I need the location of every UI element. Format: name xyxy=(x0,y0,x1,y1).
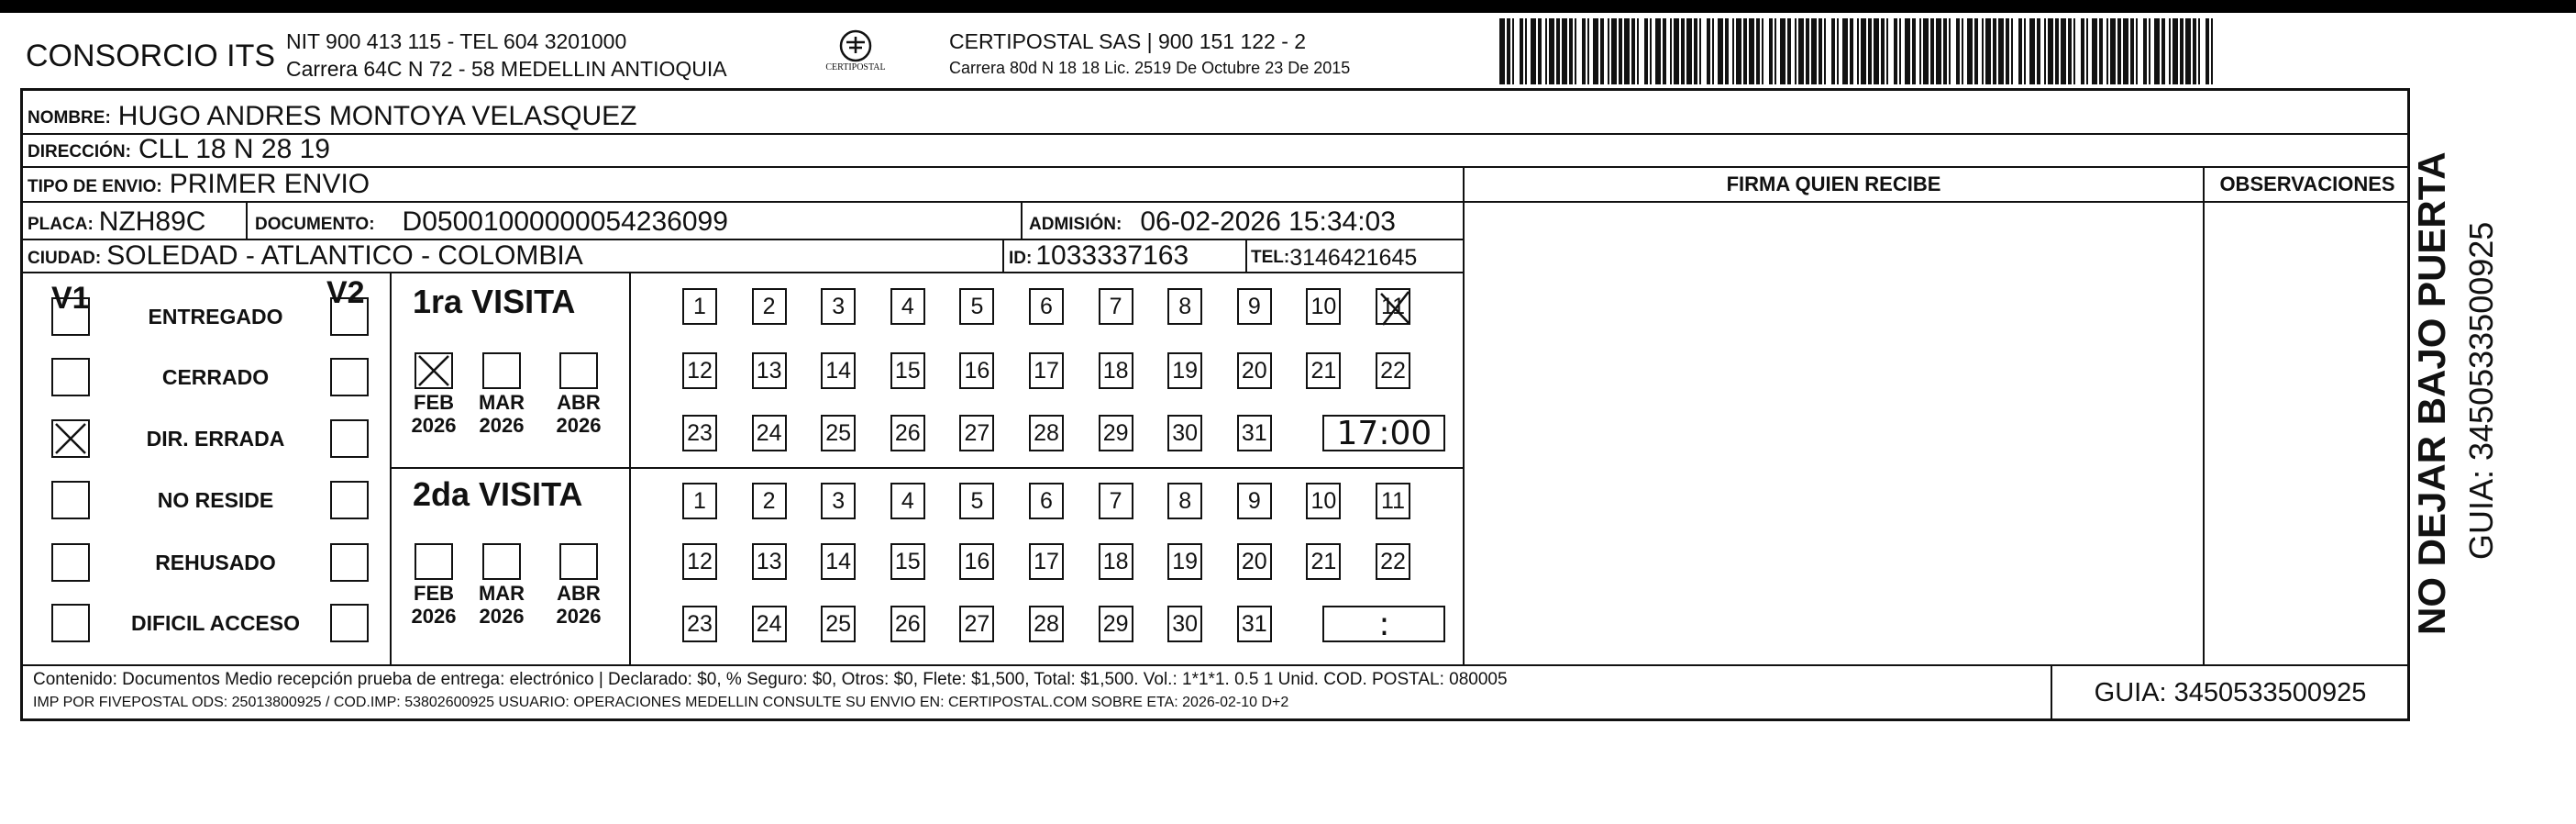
ciudad-value: SOLEDAD - ATLANTICO - COLOMBIA xyxy=(106,240,583,271)
day-number: 1 xyxy=(693,293,706,319)
month-label: MAR xyxy=(478,391,525,414)
firma-header: FIRMA QUIEN RECIBE xyxy=(1726,173,1941,195)
v2-checkbox[interactable] xyxy=(330,481,369,519)
day-number: 16 xyxy=(964,548,990,574)
day-number: 25 xyxy=(825,610,852,637)
ciudad-label: CIUDAD: xyxy=(28,249,102,268)
day-box[interactable] xyxy=(890,415,925,451)
day-number: 16 xyxy=(964,357,990,384)
day-box[interactable] xyxy=(1029,606,1064,642)
day-box[interactable] xyxy=(1029,543,1064,580)
admision-value: 06-02-2026 15:34:03 xyxy=(1140,206,1396,237)
certipostal-logo-icon xyxy=(814,26,897,81)
day-box[interactable] xyxy=(1237,543,1272,580)
id-value: 1033337163 xyxy=(1035,240,1189,271)
day-number: 24 xyxy=(756,419,782,446)
day-box[interactable] xyxy=(1306,543,1341,580)
day-box[interactable] xyxy=(959,352,994,389)
day-box[interactable] xyxy=(682,543,717,580)
state-label: REHUSADO xyxy=(155,551,276,574)
v2-checkbox[interactable] xyxy=(330,604,369,642)
state-label: ENTREGADO xyxy=(148,305,283,328)
year-label: 2026 xyxy=(411,414,457,437)
day-number: 29 xyxy=(1102,419,1129,446)
day-box[interactable] xyxy=(1376,483,1410,519)
day-box[interactable] xyxy=(1099,483,1133,519)
day-number: 29 xyxy=(1102,610,1129,637)
day-box[interactable] xyxy=(1099,288,1133,325)
day-number: 2 xyxy=(762,293,776,319)
day-box[interactable] xyxy=(1099,543,1133,580)
day-number: 12 xyxy=(687,357,713,384)
company-line1: NIT 900 413 115 - TEL 604 3201000 xyxy=(286,29,627,53)
day-number: 17 xyxy=(1034,548,1059,574)
day-box[interactable] xyxy=(821,288,856,325)
day-number: 30 xyxy=(1172,419,1199,446)
day-box[interactable] xyxy=(752,483,787,519)
day-number: 21 xyxy=(1310,357,1337,384)
day-number: 1 xyxy=(693,487,706,514)
direccion-row xyxy=(28,134,330,165)
observaciones-header: OBSERVACIONES xyxy=(2219,173,2395,195)
placa-label: PLACA: xyxy=(28,215,94,234)
day-box[interactable] xyxy=(1167,352,1202,389)
day-box[interactable] xyxy=(821,483,856,519)
tel-label: TEL: xyxy=(1251,248,1290,267)
day-box[interactable] xyxy=(1237,415,1272,451)
documento-cell xyxy=(255,203,728,238)
firma-header-line xyxy=(1463,201,2410,203)
day-number: 10 xyxy=(1310,487,1337,514)
month-checkbox[interactable] xyxy=(482,352,521,389)
day-number: 11 xyxy=(1381,293,1405,319)
firma-column-border xyxy=(1463,166,1465,664)
day-number: 30 xyxy=(1172,610,1199,637)
day-box[interactable] xyxy=(890,543,925,580)
month-label: ABR xyxy=(557,582,601,605)
day-number: 14 xyxy=(825,548,852,574)
side-guia: GUIA: 3450533500925 xyxy=(2462,221,2500,560)
year-label: 2026 xyxy=(479,605,525,628)
cell-divider xyxy=(1245,239,1247,273)
day-number: 9 xyxy=(1247,293,1261,319)
day-box[interactable] xyxy=(1376,543,1410,580)
placa-value: NZH89C xyxy=(98,206,206,237)
month-label: MAR xyxy=(478,582,525,605)
day-number: 15 xyxy=(894,357,921,384)
day-number: 15 xyxy=(894,548,921,574)
day-box[interactable] xyxy=(890,352,925,389)
day-number: 24 xyxy=(756,610,782,637)
nombre-value: HUGO ANDRES MONTOYA VELASQUEZ xyxy=(117,101,637,131)
day-number: 23 xyxy=(687,610,713,637)
day-number: 6 xyxy=(1040,293,1053,319)
day-number: 7 xyxy=(1109,293,1122,319)
v1-checkbox[interactable] xyxy=(51,419,90,458)
barcode-gap xyxy=(2213,18,2217,84)
day-box[interactable] xyxy=(1306,352,1341,389)
day-number: 2 xyxy=(762,487,776,514)
day-box[interactable] xyxy=(959,288,994,325)
direccion-value: CLL 18 N 28 19 xyxy=(138,134,330,164)
day-number: 5 xyxy=(970,293,984,319)
day-number: 25 xyxy=(825,419,852,446)
guia-box xyxy=(2051,664,2410,721)
side-warning: NO DEJAR BAJO PUERTA xyxy=(2410,151,2453,635)
cell-divider xyxy=(1021,201,1023,239)
carrier-line2: Carrera 80d N 18 18 Lic. 2519 De Octubre 23 De 2015 xyxy=(949,59,1351,77)
day-box[interactable] xyxy=(752,415,787,451)
month-checkbox[interactable] xyxy=(415,543,453,580)
obs-column-border xyxy=(2203,166,2205,664)
ciudad-cell xyxy=(28,240,583,272)
day-number: 18 xyxy=(1102,548,1129,574)
day-box[interactable] xyxy=(752,288,787,325)
day-number: 13 xyxy=(756,548,782,574)
day-box[interactable] xyxy=(1099,606,1133,642)
v1-checkbox[interactable] xyxy=(51,297,90,336)
company-line2: Carrera 64C N 72 - 58 MEDELLIN ANTIOQUIA xyxy=(286,57,727,81)
time-box[interactable] xyxy=(1322,606,1445,642)
day-number: 23 xyxy=(687,419,713,446)
day-box[interactable] xyxy=(1306,288,1341,325)
company-name: CONSORCIO ITS xyxy=(26,39,276,73)
day-number: 3 xyxy=(832,487,846,514)
day-number: 8 xyxy=(1178,487,1192,514)
v1-checkbox[interactable] xyxy=(51,543,90,582)
admision-label: ADMISIÓN: xyxy=(1029,215,1122,234)
time-value: : xyxy=(1378,605,1390,643)
admision-cell xyxy=(1029,203,1396,238)
day-number: 20 xyxy=(1241,548,1267,574)
year-label: 2026 xyxy=(556,605,602,628)
guia-box-text: GUIA: 3450533500925 xyxy=(2094,677,2367,707)
tel-value: 3146421645 xyxy=(1289,245,1418,271)
year-label: 2026 xyxy=(479,414,525,437)
documento-value: D05001000000054236099 xyxy=(402,206,728,237)
day-box[interactable] xyxy=(1029,288,1064,325)
day-box[interactable] xyxy=(821,415,856,451)
day-number: 11 xyxy=(1381,487,1405,514)
year-label: 2026 xyxy=(556,414,602,437)
day-number: 31 xyxy=(1241,419,1267,446)
tipo-label: TIPO DE ENVIO: xyxy=(28,177,162,196)
row-divider xyxy=(20,133,2410,135)
day-box[interactable] xyxy=(959,606,994,642)
cell-divider xyxy=(246,201,248,239)
month-checkbox[interactable] xyxy=(415,352,453,389)
day-number: 4 xyxy=(901,487,914,514)
day-box[interactable] xyxy=(682,483,717,519)
cell-divider xyxy=(1002,239,1004,273)
day-box[interactable] xyxy=(682,606,717,642)
v1-checkbox[interactable] xyxy=(51,604,90,642)
certipostal-logo xyxy=(814,26,897,81)
footer-contenido: Contenido: Documentos Medio recepción prueba de entrega: electrónico | Declarado: $0, % Seguro: $0, Otros: $0, Flete: $1,500, Total: $1,500. Vol.: 1*1*1. 0.5 1 Unid. COD. POSTAL: 080005 xyxy=(33,670,1508,689)
day-number: 19 xyxy=(1172,548,1199,574)
day-number: 28 xyxy=(1034,419,1059,446)
tipo-envio-row xyxy=(28,167,370,200)
day-number: 26 xyxy=(894,419,921,446)
day-box[interactable] xyxy=(682,352,717,389)
barcode xyxy=(1499,18,2224,84)
tel-cell xyxy=(1251,240,1417,272)
day-number: 8 xyxy=(1178,293,1192,319)
month-checkbox[interactable] xyxy=(559,352,598,389)
day-box[interactable] xyxy=(1237,606,1272,642)
day-number: 27 xyxy=(964,419,990,446)
day-number: 5 xyxy=(970,487,984,514)
id-label: ID: xyxy=(1009,249,1033,268)
top-black-strip xyxy=(0,0,2576,13)
v1-checkbox[interactable] xyxy=(51,481,90,519)
time-value: 17:00 xyxy=(1336,414,1432,452)
day-box[interactable] xyxy=(890,288,925,325)
day-number: 3 xyxy=(832,293,846,319)
day-number: 7 xyxy=(1109,487,1122,514)
state-label: NO RESIDE xyxy=(157,488,274,512)
day-number: 27 xyxy=(964,610,990,637)
day-box[interactable] xyxy=(1376,352,1410,389)
day-box[interactable] xyxy=(821,352,856,389)
day-box[interactable] xyxy=(959,483,994,519)
day-number: 18 xyxy=(1102,357,1129,384)
day-box[interactable] xyxy=(1029,352,1064,389)
month-label: ABR xyxy=(557,391,601,414)
time-box[interactable] xyxy=(1322,415,1445,451)
day-box[interactable] xyxy=(752,352,787,389)
carrier-line1: CERTIPOSTAL SAS | 900 151 122 - 2 xyxy=(949,29,1307,53)
day-number: 12 xyxy=(687,548,713,574)
day-number: 28 xyxy=(1034,610,1059,637)
state-label: CERRADO xyxy=(161,365,270,389)
day-box[interactable] xyxy=(1237,288,1272,325)
day-box[interactable] xyxy=(821,543,856,580)
month-label: FEB xyxy=(414,391,454,414)
footer-imp: IMP POR FIVEPOSTAL ODS: 25013800925 / COD.IMP: 53802600925 USUARIO: OPERACIONES MEDELLIN CONSULTE SU ENVIO EN: CERTIPOSTAL.COM SOBRE ETA: 2026-02-10 D+2 xyxy=(33,695,1289,710)
first-visit-title: 1ra VISITA xyxy=(413,283,576,320)
v2-checkbox[interactable] xyxy=(330,543,369,582)
day-number: 21 xyxy=(1310,548,1337,574)
day-number: 6 xyxy=(1040,487,1053,514)
day-number: 4 xyxy=(901,293,914,319)
year-label: 2026 xyxy=(411,605,457,628)
day-number: 31 xyxy=(1241,610,1267,637)
day-number: 20 xyxy=(1241,357,1267,384)
day-box[interactable] xyxy=(1376,288,1410,325)
day-box[interactable] xyxy=(1099,415,1133,451)
day-box[interactable] xyxy=(1167,415,1202,451)
month-checkbox[interactable] xyxy=(559,543,598,580)
day-box[interactable] xyxy=(1167,288,1202,325)
day-box[interactable] xyxy=(1099,352,1133,389)
day-number: 17 xyxy=(1034,357,1059,384)
id-cell xyxy=(1009,240,1188,272)
row-divider xyxy=(20,166,2410,168)
v1-checkbox[interactable] xyxy=(51,358,90,396)
day-box[interactable] xyxy=(890,483,925,519)
month-label: FEB xyxy=(414,582,454,605)
day-number: 22 xyxy=(1380,357,1406,384)
day-box[interactable] xyxy=(1167,606,1202,642)
second-visit-title: 2da VISITA xyxy=(413,475,583,513)
month-checkbox[interactable] xyxy=(482,543,521,580)
nombre-label: NOMBRE: xyxy=(28,108,111,128)
day-number: 13 xyxy=(756,357,782,384)
day-number: 14 xyxy=(825,357,852,384)
day-box[interactable] xyxy=(682,415,717,451)
logo-text: CERTIPOSTAL xyxy=(825,62,886,72)
day-box[interactable] xyxy=(1167,543,1202,580)
day-number: 9 xyxy=(1247,487,1261,514)
nombre-row xyxy=(28,94,636,132)
day-number: 10 xyxy=(1310,293,1337,319)
day-box[interactable] xyxy=(1029,483,1064,519)
state-label: DIFICIL ACCESO xyxy=(130,611,300,635)
day-box[interactable] xyxy=(1029,415,1064,451)
day-box[interactable] xyxy=(1237,352,1272,389)
day-box[interactable] xyxy=(959,543,994,580)
documento-label: DOCUMENTO: xyxy=(255,215,375,234)
placa-cell xyxy=(28,203,205,238)
day-box[interactable] xyxy=(821,606,856,642)
day-box[interactable] xyxy=(752,543,787,580)
state-label: DIR. ERRADA xyxy=(146,427,285,451)
visit-split-line xyxy=(390,467,1463,469)
day-number: 22 xyxy=(1380,548,1406,574)
v1-label: V1 xyxy=(51,281,90,316)
day-box[interactable] xyxy=(890,606,925,642)
v2-label: V2 xyxy=(326,275,365,310)
day-number: 26 xyxy=(894,610,921,637)
day-box[interactable] xyxy=(1237,483,1272,519)
v2-checkbox[interactable] xyxy=(330,297,369,336)
day-box[interactable] xyxy=(1306,483,1341,519)
tipo-value: PRIMER ENVIO xyxy=(169,169,370,199)
v2-checkbox[interactable] xyxy=(330,358,369,396)
day-box[interactable] xyxy=(682,288,717,325)
day-number: 19 xyxy=(1172,357,1199,384)
v2-checkbox[interactable] xyxy=(330,419,369,458)
day-box[interactable] xyxy=(959,415,994,451)
day-box[interactable] xyxy=(1167,483,1202,519)
day-box[interactable] xyxy=(752,606,787,642)
direccion-label: DIRECCIÓN: xyxy=(28,142,131,161)
